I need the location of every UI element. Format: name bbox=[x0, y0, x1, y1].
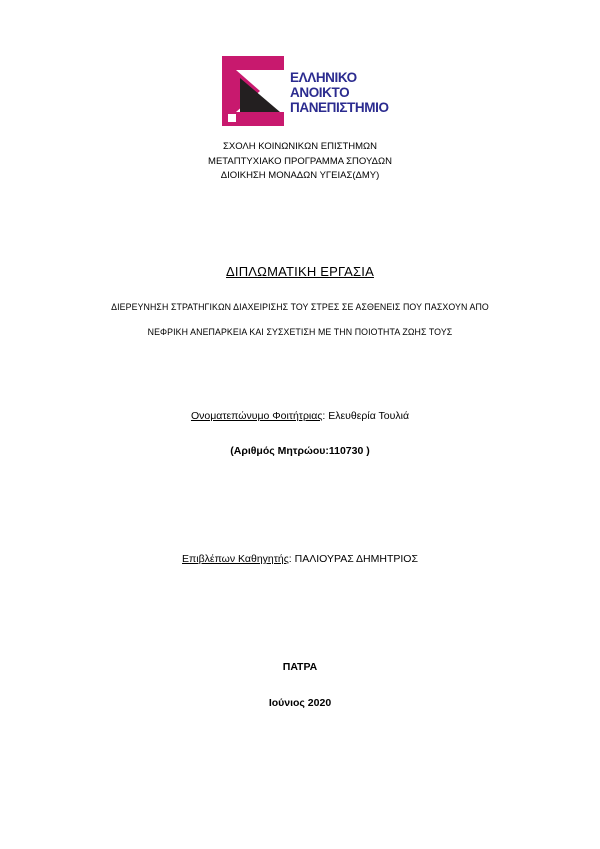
supervisor-field bbox=[0, 553, 600, 565]
date: Ιούνιος 2020 bbox=[268, 697, 332, 709]
school-heading bbox=[0, 140, 600, 184]
supervisor-separator: : bbox=[288, 553, 295, 565]
university-logo-wordmark bbox=[290, 70, 410, 115]
subject-line-2: ΝΕΦΡΙΚΗ ΑΝΕΠΑΡΚΕΙΑ ΚΑΙ ΣΥΣΧΕΤΙΣΗ ΜΕ ΤΗΝ ΠΟΙΟΤΗΤΑ ΖΩΗΣ ΤΟΥΣ bbox=[147, 327, 453, 337]
student-name-separator: : bbox=[322, 410, 329, 422]
document-title: ΔΙΠΛΩΜΑΤΙΚΗ ΕΡΓΑΣΙΑ bbox=[226, 264, 374, 279]
student-name-value: Ελευθερία Τουλιά bbox=[328, 410, 410, 422]
school-line-1: ΣΧΟΛΗ ΚΟΙΝΩΝΙΚΩΝ ΕΠΙΣΤΗΜΩΝ bbox=[223, 141, 377, 152]
logo-line-1: ΕΛΛΗΝΙΚΟ bbox=[290, 70, 357, 85]
student-name-field bbox=[0, 410, 600, 422]
supervisor-value: ΠΑΛΙΟΥΡΑΣ ΔΗΜΗΤΡΙΟΣ bbox=[294, 553, 418, 565]
university-logo bbox=[222, 56, 407, 126]
logo-line-3: ΠΑΝΕΠΙΣΤΗΜΙΟ bbox=[290, 100, 389, 115]
school-line-3: ΔΙΟΙΚΗΣΗ ΜΟΝΑΔΩΝ ΥΓΕΙΑΣ(ΔΜΥ) bbox=[220, 170, 380, 181]
thesis-subject bbox=[0, 295, 600, 345]
supervisor-label: Επιβλέπων Καθηγητής bbox=[182, 553, 289, 565]
subject-line-1: ΔΙΕΡΕΥΝΗΣΗ ΣΤΡΑΤΗΓΙΚΩΝ ΔΙΑΧΕΙΡΙΣΗΣ ΤΟΥ ΣΤΡΕΣ ΣΕ ΑΣΘΕΝΕΙΣ ΠΟΥ ΠΑΣΧΟΥΝ ΑΠΟ bbox=[111, 302, 489, 312]
university-logo-emblem-icon bbox=[222, 56, 292, 126]
registration-number: (Αριθμός Μητρώου:110730 ) bbox=[230, 445, 370, 457]
logo-line-2: ΑΝΟΙΚΤΟ bbox=[290, 85, 350, 100]
student-name-label: Ονοματεπώνυμο Φοιτήτριας bbox=[190, 410, 323, 422]
city: ΠΑΤΡΑ bbox=[282, 661, 318, 673]
school-line-2: ΜΕΤΑΠΤΥΧΙΑΚΟ ΠΡΟΓΡΑΜΜΑ ΣΠΟΥΔΩΝ bbox=[208, 155, 392, 167]
